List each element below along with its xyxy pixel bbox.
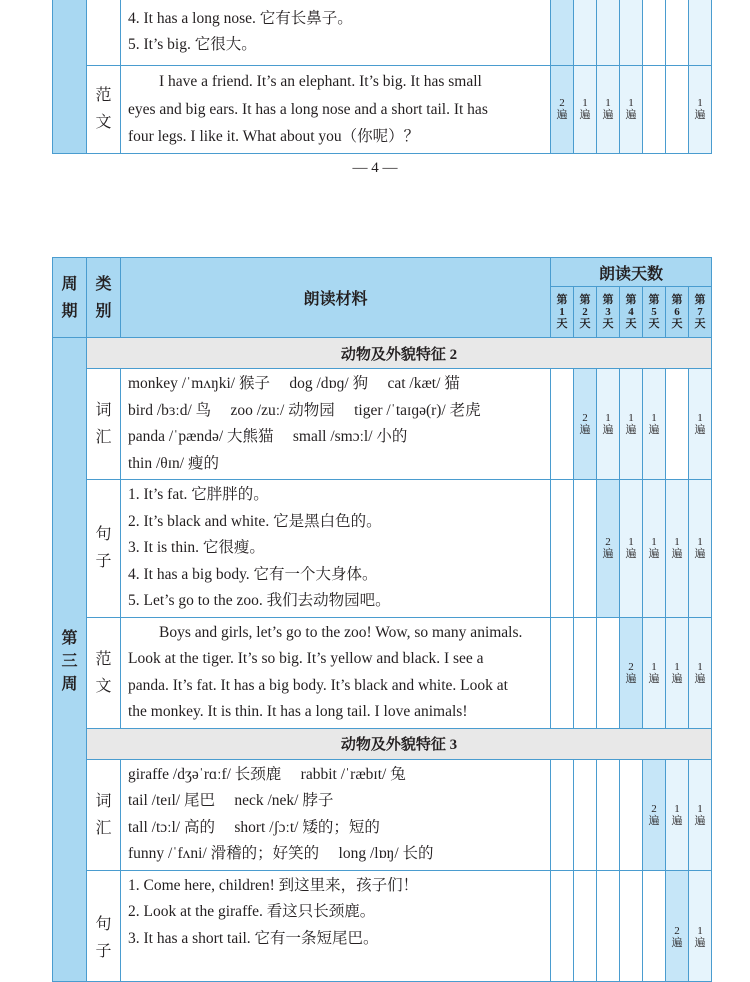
header-day-2: 第 2 天 <box>574 287 597 338</box>
day-count <box>620 759 643 870</box>
header-day-7: 第 7 天 <box>689 287 712 338</box>
category-label-passage-top: 范 文 <box>87 66 121 154</box>
day-count: 2 遍 <box>597 480 620 618</box>
day-count <box>643 66 666 154</box>
passage-text-top: I have a friend. It’s an elephant. It’s big. It has small eyes and big ears. It has a long nose and a short tail. It has four legs. I like it. What about you（你呢）？ <box>121 66 551 154</box>
day-count <box>551 759 574 870</box>
category-label-sentences: 句 子 <box>87 480 121 618</box>
header-days-title: 朗读天数 <box>551 258 712 287</box>
day-count <box>643 870 666 981</box>
day-count <box>666 66 689 154</box>
header-category: 类 别 <box>87 258 121 338</box>
header-day-5: 第 5 天 <box>643 287 666 338</box>
top-table <box>52 0 712 154</box>
day-count <box>666 369 689 480</box>
day-count: 1 遍 <box>689 480 712 618</box>
day-count: 1 遍 <box>643 480 666 618</box>
day-count: 1 遍 <box>597 369 620 480</box>
vocab-list: monkey /ˈmʌŋki/ 猴子 dog /dɒɡ/ 狗 cat /kæt/ 猫 bird /bɜːd/ 鸟 zoo /zuː/ 动物园 tiger /ˈtaɪɡə(r)/ 老虎 panda /ˈpændə/ 大熊猫 small /smɔːl/ 小的 thin /θɪn/ 瘦的 <box>121 369 551 480</box>
day-count: 1 遍 <box>620 66 643 154</box>
day-count <box>551 369 574 480</box>
day-cell <box>666 0 689 66</box>
reading-plan-table <box>52 257 712 982</box>
day-cell <box>551 0 574 66</box>
sentence-line: 4. It has a long nose. 它有长鼻子。 <box>128 9 353 27</box>
header-day-1: 第 1 天 <box>551 287 574 338</box>
day-count <box>597 870 620 981</box>
page-number: — 4 — <box>352 160 398 176</box>
day-count: 1 遍 <box>620 480 643 618</box>
day-count <box>551 617 574 728</box>
header-day-3: 第 3 天 <box>597 287 620 338</box>
day-count <box>574 759 597 870</box>
vocab-list: giraffe /dʒəˈrɑːf/ 长颈鹿 rabbit /ˈræbɪt/ 兔 tail /teɪl/ 尾巴 neck /nek/ 脖子 tall /tɔːl/ 高的 short /ʃɔːt/ 矮的；短的 funny /ˈfʌni/ 滑稽的；好笑的 long /lɒŋ/ 长的 <box>121 759 551 870</box>
category-label-passage: 范 文 <box>87 617 121 728</box>
section-title: 动物及外貌特征 2 <box>87 338 712 369</box>
day-count: 2 遍 <box>620 617 643 728</box>
day-count <box>597 617 620 728</box>
header-day-4: 第 4 天 <box>620 287 643 338</box>
day-count <box>551 870 574 981</box>
header-day-6: 第 6 天 <box>666 287 689 338</box>
header-period: 周 期 <box>53 258 87 338</box>
day-count: 1 遍 <box>689 369 712 480</box>
category-label-sentences: 句 子 <box>87 870 121 981</box>
day-cell <box>597 0 620 66</box>
sentence-list: 1. It’s fat. 它胖胖的。 2. It’s black and white. 它是黑白色的。 3. It is thin. 它很瘦。 4. It has a big body. 它有一个大身体。 5. Let’s go to the zoo. 我们去动物园吧。 <box>121 480 551 618</box>
day-count: 1 遍 <box>689 617 712 728</box>
day-count: 2 遍 <box>643 759 666 870</box>
category-label-vocab: 词 汇 <box>87 369 121 480</box>
passage-text: Boys and girls, let’s go to the zoo! Wow, so many animals. Look at the tiger. It’s so big. It’s yellow and black. I see a panda. It’s fat. It has a big body. It’s black and white. Look at the monkey. It is thin. It has a long tail. I love animals! <box>121 617 551 728</box>
day-count: 1 遍 <box>574 66 597 154</box>
day-count: 2 遍 <box>574 369 597 480</box>
day-cell <box>574 0 597 66</box>
day-count: 1 遍 <box>643 617 666 728</box>
day-cell <box>620 0 643 66</box>
day-count: 1 遍 <box>597 66 620 154</box>
day-count <box>551 480 574 618</box>
day-count: 1 遍 <box>689 66 712 154</box>
section-title: 动物及外貌特征 3 <box>87 728 712 759</box>
day-cell <box>689 0 712 66</box>
day-count: 2 遍 <box>551 66 574 154</box>
day-count: 1 遍 <box>620 369 643 480</box>
day-count <box>620 870 643 981</box>
week-label: 第 三 周 <box>53 338 87 982</box>
category-cell-sentences-top <box>87 0 121 66</box>
category-label-vocab: 词 汇 <box>87 759 121 870</box>
day-count: 2 遍 <box>666 870 689 981</box>
day-count: 1 遍 <box>689 870 712 981</box>
day-count: 1 遍 <box>666 617 689 728</box>
sentence-list: 1. Come here, children! 到这里来，孩子们！ 2. Look at the giraffe. 看这只长颈鹿。 3. It has a short tail. 它有一条短尾巴。 <box>121 870 551 981</box>
header-material: 朗读材料 <box>121 258 551 338</box>
day-count <box>574 870 597 981</box>
day-count <box>597 759 620 870</box>
sentence-line: 5. It’s big. 它很大。 <box>128 36 257 53</box>
day-count <box>574 617 597 728</box>
day-count: 1 遍 <box>666 480 689 618</box>
day-count: 1 遍 <box>666 759 689 870</box>
day-count: 1 遍 <box>643 369 666 480</box>
day-cell <box>643 0 666 66</box>
material-cell-sentences-top <box>121 0 551 66</box>
day-count: 1 遍 <box>689 759 712 870</box>
week-cell-top <box>53 0 87 153</box>
day-count <box>574 480 597 618</box>
